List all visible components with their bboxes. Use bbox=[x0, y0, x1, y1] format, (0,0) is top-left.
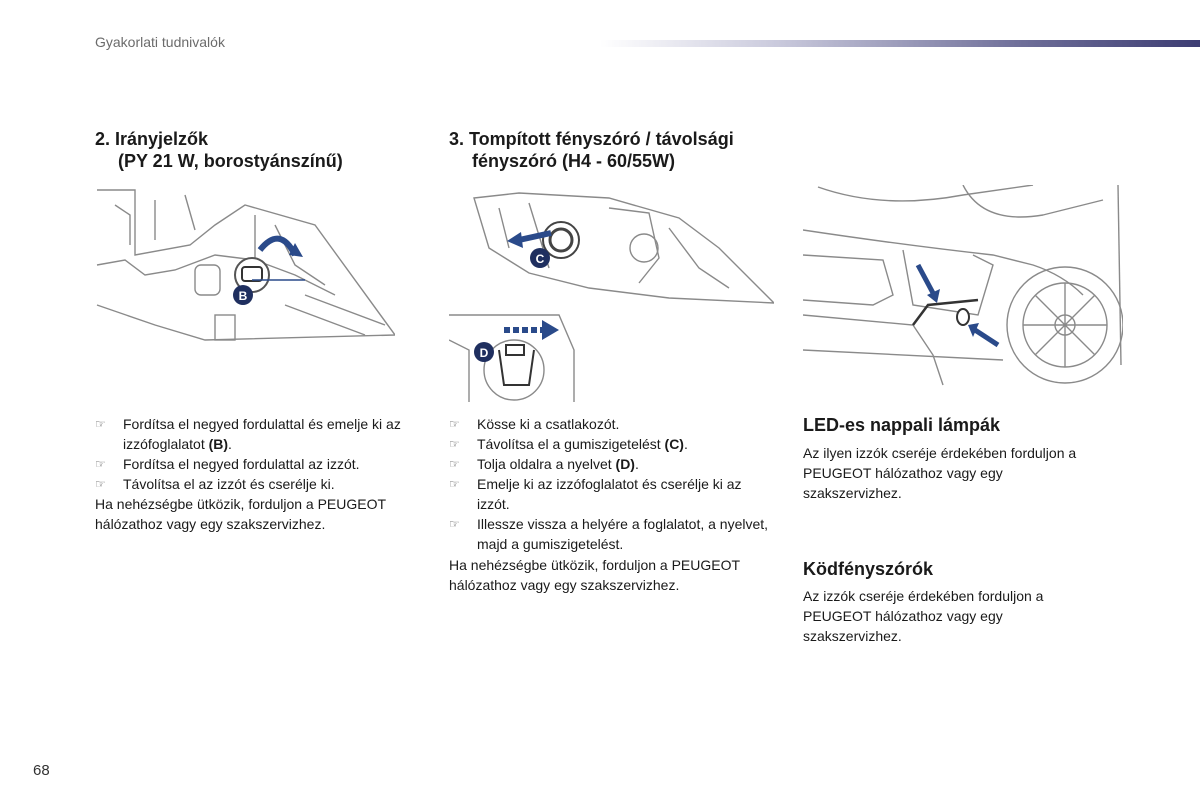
led-section-title: LED-es nappali lámpák bbox=[803, 415, 1001, 435]
callout-b-letter: B bbox=[238, 289, 248, 303]
fog-section-title: Ködfényszórók bbox=[803, 559, 934, 579]
headlamp-title bbox=[449, 128, 779, 172]
hand-pointer-icon: ☞ bbox=[95, 417, 106, 431]
list-item: ☞ Kösse ki a csatlakozót. bbox=[449, 416, 620, 432]
header-gradient-bar bbox=[600, 40, 1200, 47]
list-item: ☞ Távolítsa el az izzót és cserélje ki. bbox=[95, 476, 335, 492]
headlamp-title-line1: 3. Tompított fényszóró / távolsági bbox=[449, 129, 734, 149]
headlamp-drawing bbox=[469, 188, 774, 306]
turn-signals-steps bbox=[95, 414, 415, 494]
front-bumper-drawing bbox=[803, 185, 1123, 395]
led-section-text: Az ilyen izzók cseréje érdekében forduljon a PEUGEOT hálózathoz vagy egy szakszervizhez. bbox=[803, 445, 1077, 501]
turn-signals-title-line2: (PY 21 W, borostyánszínű) bbox=[118, 151, 343, 171]
fog-lamp bbox=[957, 309, 969, 325]
list-item: ☞ Fordítsa el negyed fordulattal és emelje ki az izzófoglalatot (B). bbox=[95, 416, 401, 452]
callout-c-letter: C bbox=[535, 252, 545, 266]
hand-pointer-icon: ☞ bbox=[449, 517, 460, 531]
turn-signals-title-line1: 2. Irányjelzők bbox=[95, 129, 209, 149]
list-item: ☞ Tolja oldalra a nyelvet (D). bbox=[449, 456, 639, 472]
turn-signal-illustration bbox=[95, 185, 395, 345]
page-number: 68 bbox=[33, 762, 50, 779]
hand-pointer-icon: ☞ bbox=[449, 477, 460, 491]
list-item: ☞ Távolítsa el a gumiszigetelést (C). bbox=[449, 436, 688, 452]
hand-pointer-icon: ☞ bbox=[449, 457, 460, 471]
headlamp-note: Ha nehézségbe ütközik, forduljon a PEUGEOT hálózathoz vagy egy szakszervizhez. bbox=[449, 557, 740, 593]
fog-arrow-icon bbox=[975, 330, 998, 345]
tab-drawing bbox=[449, 310, 579, 402]
turn-signal-drawing bbox=[95, 185, 395, 345]
hand-pointer-icon: ☞ bbox=[449, 437, 460, 451]
list-item: ☞ Illessze vissza a helyére a foglalatot, a nyelvet, majd a gumiszigetelést. bbox=[449, 516, 769, 552]
hand-pointer-icon: ☞ bbox=[449, 417, 460, 431]
turn-signals-title bbox=[95, 128, 415, 172]
rotate-arrow-icon bbox=[260, 239, 295, 255]
turn-signals-note: Ha nehézségbe ütközik, forduljon a PEUGEOT hálózathoz vagy egy szakszervizhez. bbox=[95, 496, 386, 532]
hand-pointer-icon: ☞ bbox=[95, 477, 106, 491]
headlamp-illustration bbox=[469, 188, 774, 306]
headlamp-title-line2: fényszóró (H4 - 60/55W) bbox=[472, 151, 676, 171]
fog-section-text: Az izzók cseréje érdekében forduljon a PEUGEOT hálózathoz vagy egy szakszervizhez. bbox=[803, 588, 1044, 644]
hand-pointer-icon: ☞ bbox=[95, 457, 106, 471]
list-item: ☞ Fordítsa el negyed fordulattal az izzót. bbox=[95, 456, 360, 472]
list-item: ☞ Emelje ki az izzófoglalatot és cserélje ki az izzót. bbox=[449, 476, 742, 512]
headlamp-steps bbox=[449, 414, 774, 554]
front-bumper-illustration bbox=[803, 185, 1123, 395]
callout-d-letter: D bbox=[479, 346, 489, 360]
header-section-label: Gyakorlati tudnivalók bbox=[95, 34, 225, 50]
led-arrow-icon bbox=[918, 265, 933, 293]
tab-illustration bbox=[449, 310, 579, 402]
